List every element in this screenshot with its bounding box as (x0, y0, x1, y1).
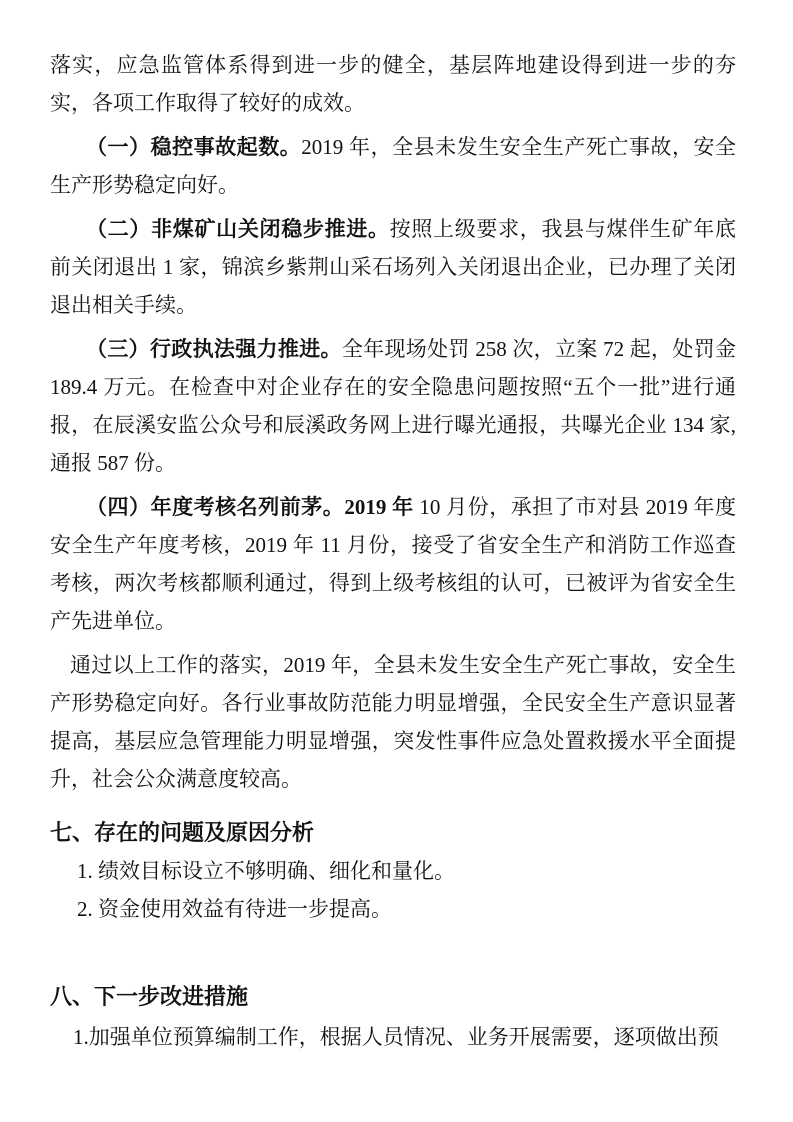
text-run: 落实，应急监管体系得到进一步的健全，基层阵地建设得到进一步的夯实，各项工作取得了较好的成效。 (50, 53, 736, 115)
text-run: 按照上级要求，我县与煤伴生矿年底前关闭退出 1 家，锦滨乡紫荆山采石场列入关闭退出企业，已办理了关闭退出相关手续。 (50, 217, 736, 317)
bold-text-run: （四）年度考核名列前茅。2019 年 (86, 495, 420, 519)
bold-text-run: （二）非煤矿山关闭稳步推进。 (86, 217, 390, 241)
point-4 (50, 488, 736, 640)
bold-text-run: （三）行政执法强力推进。 (86, 337, 342, 361)
point-1 (50, 128, 736, 204)
issue-2 (50, 890, 736, 928)
point-3 (50, 330, 736, 482)
text-run: 通过以上工作的落实，2019 年，全县未发生安全生产死亡事故，安全生产形势稳定向好。各行业事故防范能力明显增强，全民安全生产意识显著提高，基层应急管理能力明显增强，突发性事件应急处置救援水平全面提升，社会公众满意度较高。 (50, 653, 736, 791)
document-body (50, 46, 736, 1056)
text-run: 10 月份，承担了市对县 2019 年度安全生产年度考核，2019 年 11 月份，接受了省安全生产和消防工作巡查考核，两次考核都顺利通过，得到上级考核组的认可，已被评为省安全生产先进单位。 (50, 495, 737, 633)
point-2 (50, 210, 736, 324)
para-summary (50, 646, 736, 798)
measure-1 (50, 1018, 736, 1056)
heading-issues (50, 814, 736, 852)
text-run: 1. 绩效目标设立不够明确、细化和量化。 (77, 859, 455, 883)
para-opening (50, 46, 736, 122)
text-run: 全年现场处罚 258 次，立案 72 起，处罚金 189.4 万元。在检查中对企业存在的安全隐患问题按照“五个一批”进行通报，在辰溪安监公众号和辰溪政务网上进行曝光通报，共曝光企业 134 家,通报 587 份。 (50, 337, 737, 475)
heading-next-steps (50, 978, 736, 1016)
issue-1 (50, 852, 736, 890)
text-run: 2019 年，全县未发生安全生产死亡事故，安全生产形势稳定向好。 (50, 135, 737, 197)
text-run: 2. 资金使用效益有待进一步提高。 (77, 897, 392, 921)
bold-text-run: 八、下一步改进措施 (50, 984, 249, 1009)
bold-text-run: （一）稳控事故起数。 (86, 135, 302, 159)
bold-text-run: 七、存在的问题及原因分析 (50, 820, 315, 845)
text-run: 1.加强单位预算编制工作，根据人员情况、业务开展需要，逐项做出预 (73, 1025, 719, 1049)
